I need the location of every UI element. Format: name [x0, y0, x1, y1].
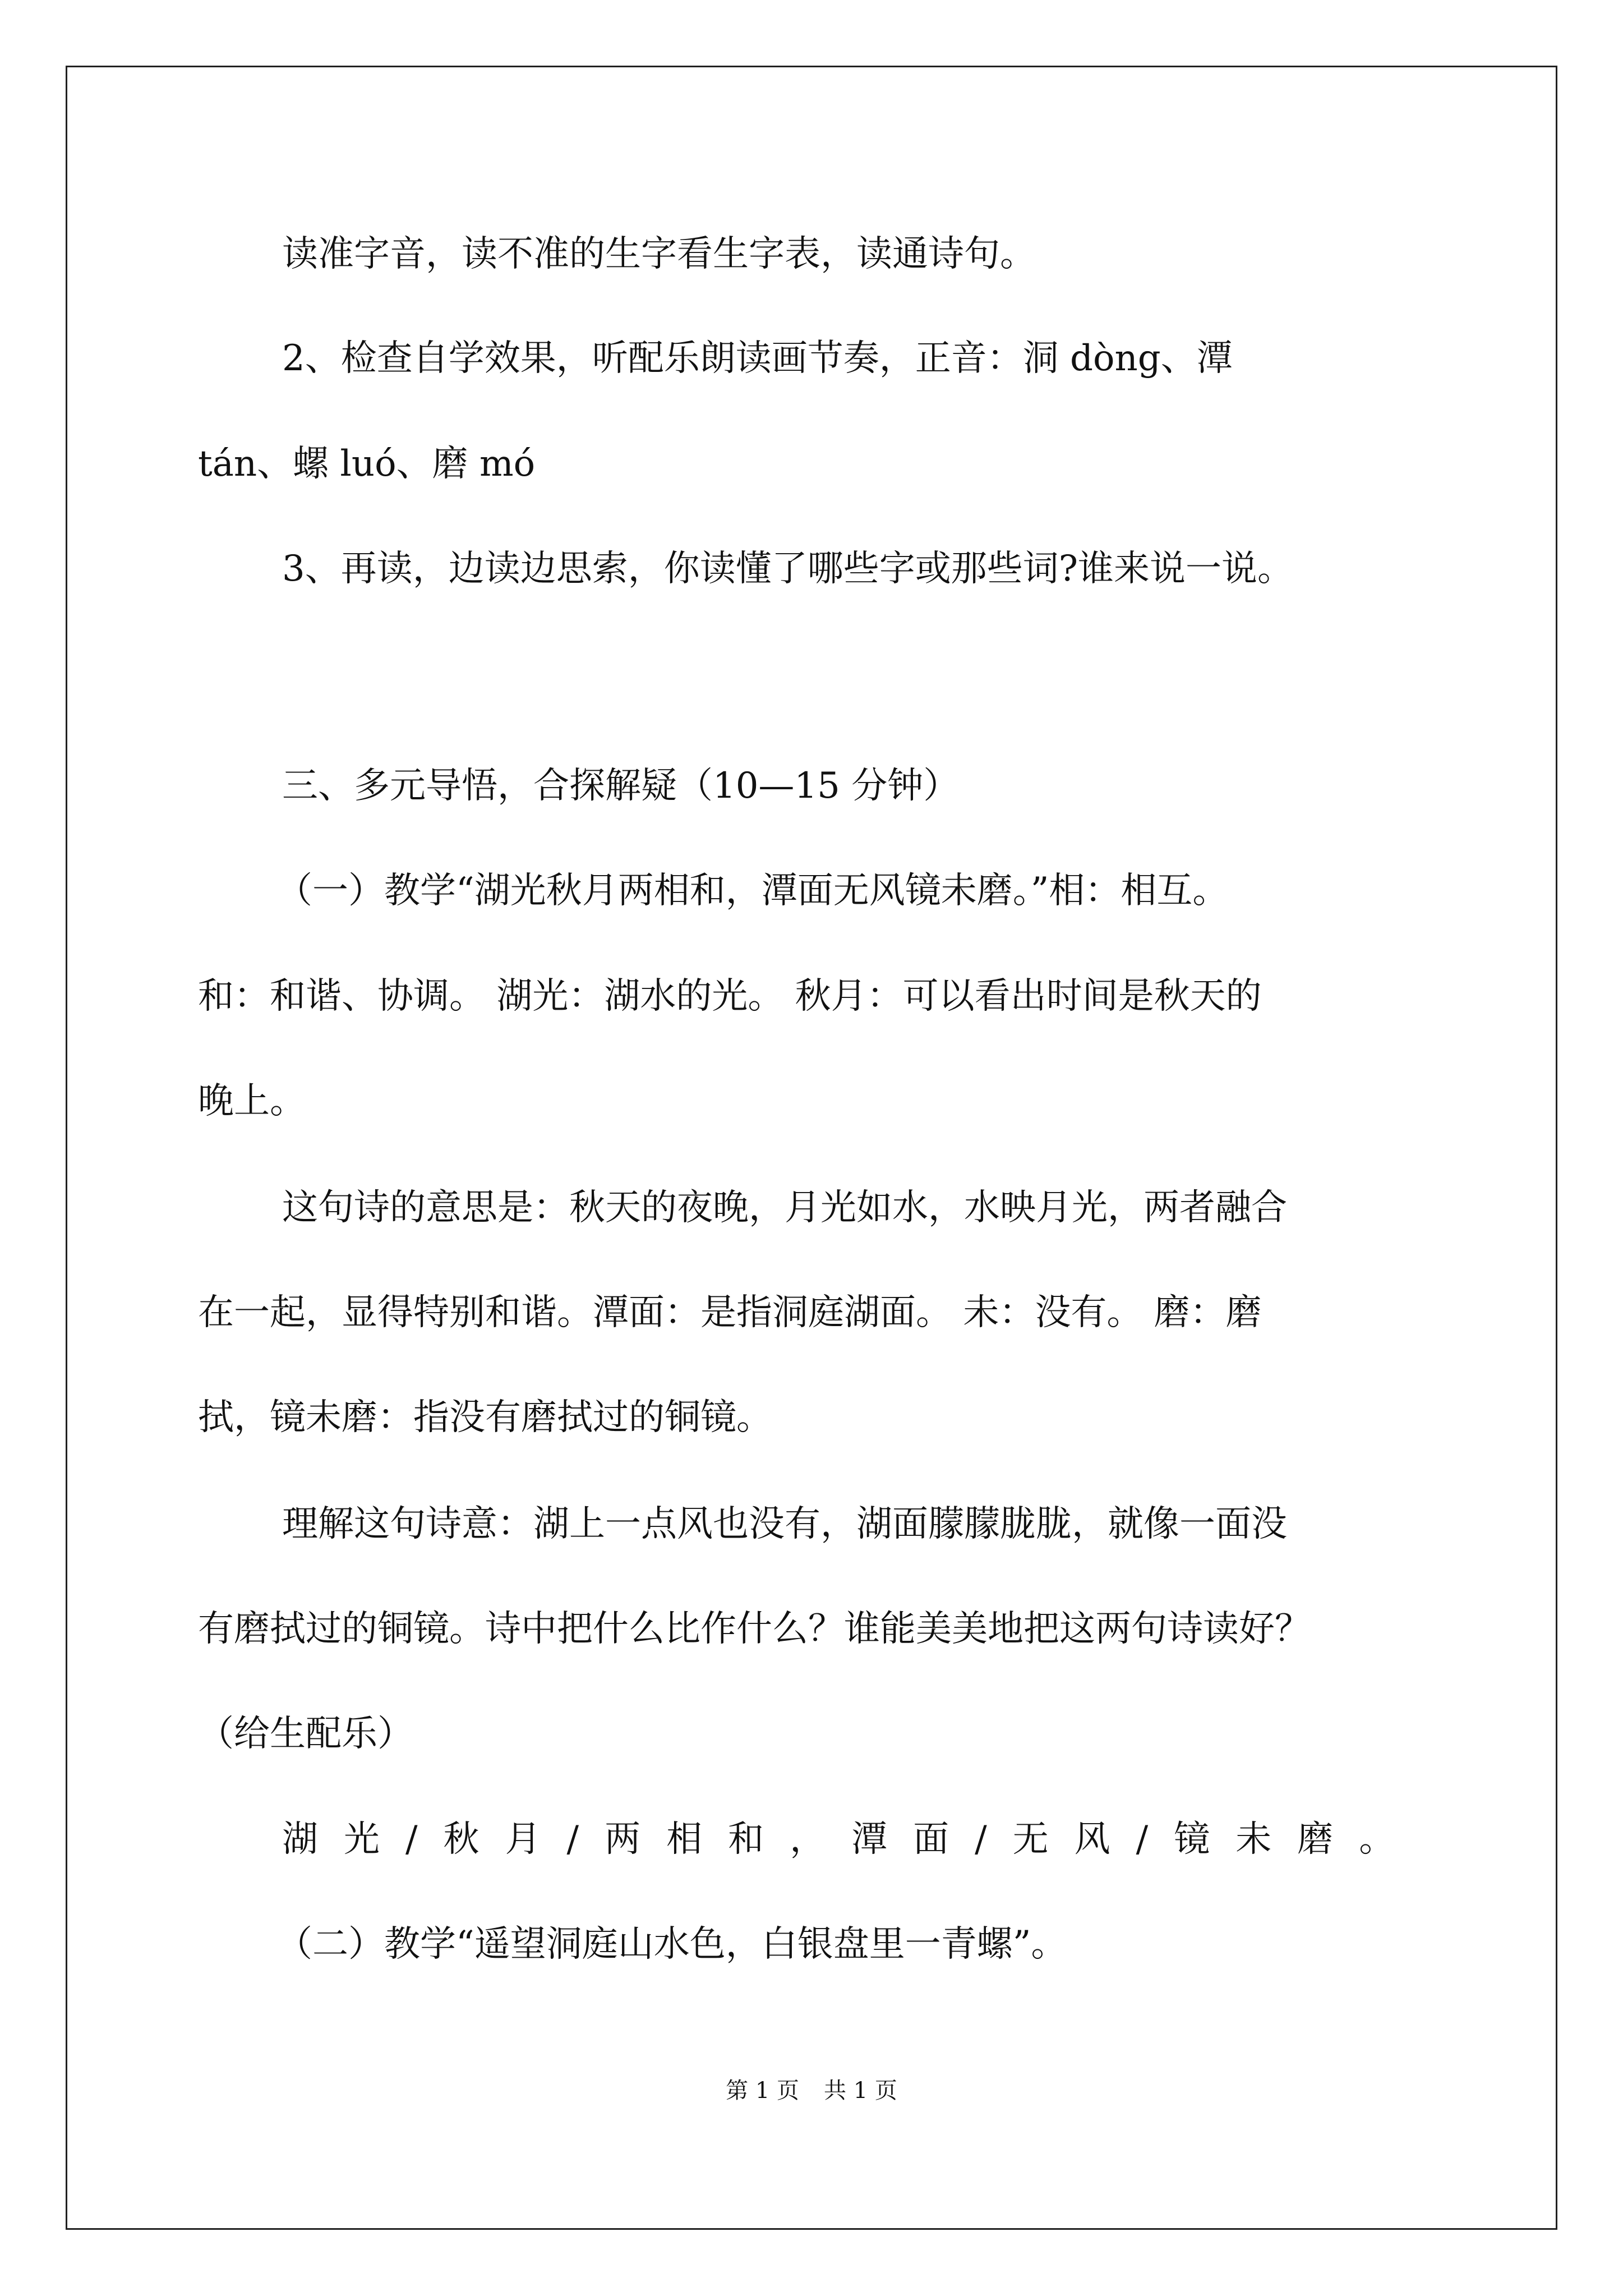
paragraph-line: 拭，镜未磨：指没有磨拭过的铜镜。 — [198, 1397, 772, 1438]
paragraph-line: 这句诗的意思是：秋天的夜晚，月光如水，水映月光，两者融合 — [282, 1187, 1287, 1228]
page-footer — [0, 2077, 1623, 2105]
poem-rhythm-line: 湖光/秋月/两相和，潭面/无风/镜未磨。 — [282, 1819, 1421, 1860]
section-heading: 三、多元导悟，合探解疑（10—15 分钟） — [282, 765, 960, 807]
page-border — [66, 66, 1557, 2230]
page-number: 第 1 页 — [726, 2078, 799, 2104]
paragraph-line: 理解这句诗意：湖上一点风也没有，湖面朦朦胧胧，就像一面没 — [282, 1503, 1287, 1545]
paragraph-line: （二）教学“遥望洞庭山水色，白银盘里一青螺”。 — [276, 1924, 1067, 1965]
paragraph-line: 有磨拭过的铜镜。诗中把什么比作什么？谁能美美地把这两句诗读好？ — [198, 1608, 1311, 1650]
paragraph-line: 读准字音，读不准的生字看生字表，读通诗句。 — [282, 233, 1036, 275]
paragraph-line: 晚上。 — [198, 1080, 306, 1122]
paragraph-line: 和：和谐、协调。 湖光：湖水的光。 秋月：可以看出时间是秋天的 — [198, 976, 1262, 1017]
paragraph-line: （一）教学“湖光秋月两相和，潭面无风镜未磨。”相：相互。 — [276, 870, 1229, 912]
paragraph-line: 3、再读，边读边思索，你读懂了哪些字或那些词?谁来说一说。 — [282, 548, 1294, 590]
paragraph-line: （给生配乐） — [198, 1713, 413, 1755]
paragraph-line: 2、检查自学效果，听配乐朗读画节奏，正音：洞 dòng、潭 — [282, 338, 1233, 379]
paragraph-line: 在一起，显得特别和谐。潭面：是指洞庭湖面。 未：没有。 磨：磨 — [198, 1292, 1262, 1333]
page-total: 共 1 页 — [824, 2078, 897, 2104]
paragraph-line: tán、螺 luó、磨 mó — [198, 443, 536, 485]
